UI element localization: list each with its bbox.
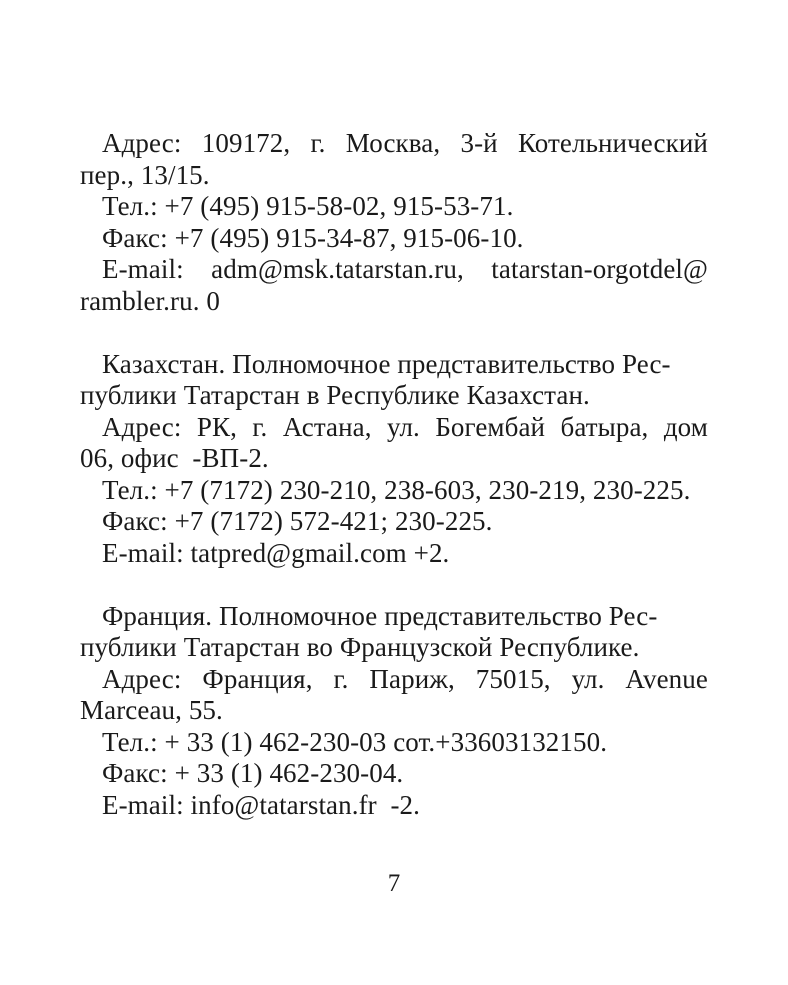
kazakhstan-block [80,349,708,570]
kazakhstan-fax: Факс: +7 (7172) 572-421; 230-225. [102,506,493,536]
kazakhstan-address-cont: 06, офис -ВП-2. [80,443,269,473]
word: г. [310,128,326,158]
word: 109172, [201,128,291,158]
france-address-cont: Marceau, 55. [80,695,223,725]
word: батыра, [560,411,649,442]
page-number: 7 [387,870,401,897]
kazakhstan-title-1: Казахстан. Полномочное представительство Рес- [102,348,671,379]
word: Париж, [369,663,455,694]
moscow-email [80,254,708,286]
moscow-address [80,128,708,160]
word: tatarstan-orgotdel@ [491,254,708,284]
word: Франция, [202,663,313,694]
kazakhstan-email: E-mail: tatpred@gmail.com +2. [102,537,450,568]
france-email: E-mail: info@tatarstan.fr -2. [102,789,421,820]
word: Астана, [282,411,372,442]
word: Адрес: [102,128,182,158]
word: дом [663,411,708,442]
word: Богембай [435,411,546,442]
france-block [80,601,708,822]
word: ул. [571,663,605,694]
kazakhstan-tel: Тел.: +7 (7172) 230-210, 238-603, 230-219, 230-225. [102,474,691,505]
word: adm@msk.tatarstan.ru, [211,254,464,284]
kazakhstan-title-2: публики Татарстан в Республике Казахстан. [80,380,590,410]
word: Avenue [625,663,708,694]
word: г. [252,411,268,442]
moscow-address-cont: пер., 13/15. [80,159,210,190]
moscow-fax: Факс: +7 (495) 915-34-87, 915-06-10. [102,222,524,253]
word: E-mail: [102,254,184,284]
moscow-block [80,128,708,317]
moscow-tel: Тел.: +7 (495) 915-58-02, 915-53-71. [102,191,514,221]
word: РК, [196,411,237,442]
kazakhstan-address [80,412,708,444]
page-content [80,128,708,821]
word: Адрес: [102,663,182,694]
france-title-2: публики Татарстан во Французской Республике. [80,632,640,662]
france-address [80,664,708,696]
france-fax: Факс: + 33 (1) 462-230-04. [102,758,404,788]
word: Котельнический [518,128,708,158]
word: Адрес: [102,411,182,442]
moscow-email-cont: rambler.ru. 0 [80,285,221,316]
france-title-1: Франция. Полномочное представительство Рес- [102,600,658,631]
word: Москва, [345,128,441,158]
word: 3-й [460,128,498,158]
france-tel: Тел.: + 33 (1) 462-230-03 сот.+33603132150. [102,726,608,757]
word: г. [333,663,349,694]
word: 75015, [475,663,551,694]
word: ул. [387,411,420,442]
